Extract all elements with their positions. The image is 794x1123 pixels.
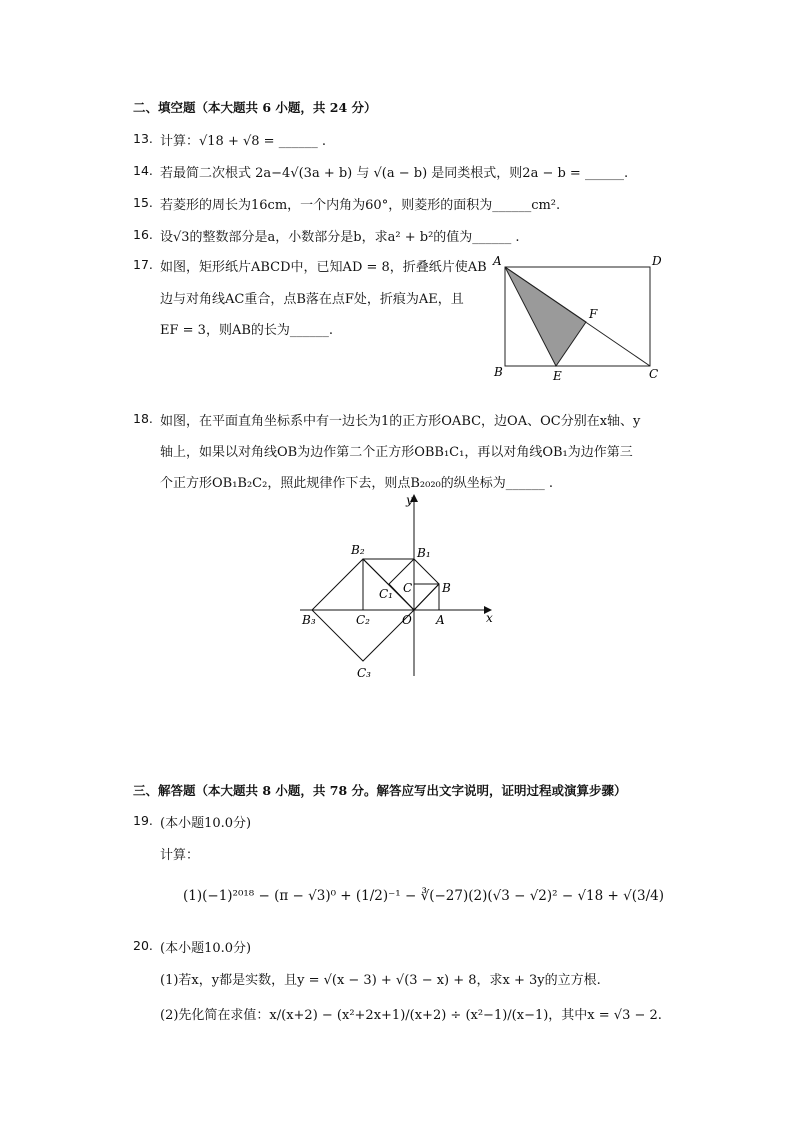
question-20-points: (本小题10.0分) xyxy=(160,941,252,956)
question-20-part-2: (2)先化简在求值：x/(x+2) − (x²+2x+1)/(x+2) ÷ (x²−1)/(x−1)，其中x = √3 − 2. xyxy=(160,1008,662,1023)
diagonal-ac xyxy=(505,267,650,366)
label-e: E xyxy=(553,369,562,383)
label-a: A xyxy=(436,613,445,627)
label-f: F xyxy=(589,307,598,321)
section-heading-fill-blank: 二、填空题（本大题共 6 小题，共 24 分） xyxy=(133,100,377,115)
label-d: D xyxy=(652,254,662,268)
question-13-text: 计算：√18 + √8 = ______ . xyxy=(160,134,326,149)
question-number: 19. xyxy=(133,813,153,828)
label-a: A xyxy=(493,254,502,268)
rectangle-fold-figure xyxy=(490,252,670,384)
question-19-instruction: 计算： xyxy=(160,848,200,863)
label-b1: B₁ xyxy=(417,546,431,560)
label-c: C xyxy=(649,367,659,381)
question-17-line-3: EF = 3，则AB的长为______. xyxy=(160,323,334,338)
label-o: O xyxy=(402,613,412,627)
question-18-line-3: 个正方形OB₁B₂C₂，照此规律作下去，则点B₂₀₂₀的纵坐标为______ . xyxy=(160,476,554,491)
label-c3: C₃ xyxy=(357,666,371,680)
label-c1: C₁ xyxy=(379,587,393,601)
question-19-points: (本小题10.0分) xyxy=(160,816,252,831)
question-18-line-1: 如图，在平面直角坐标系中有一边长为1的正方形OABC，边OA、OC分别在x轴、y xyxy=(160,414,641,429)
question-14-text: 若最简二次根式 2a−4√(3a + b) 与 √(a − b) 是同类根式，则2a − b = ______. xyxy=(160,166,629,181)
label-b: B xyxy=(442,581,451,595)
question-18-line-2: 轴上，如果以对角线OB为边作第二个正方形OBB₁C₁，再以对角线OB₁为边作第三 xyxy=(160,445,633,460)
label-y: y xyxy=(406,493,413,507)
label-b: B xyxy=(494,365,503,379)
question-17-line-2: 边与对角线AC重合，点B落在点F处，折痕为AE，且 xyxy=(160,292,464,307)
label-b2: B₂ xyxy=(351,543,365,557)
question-number: 16. xyxy=(133,227,153,242)
question-number: 18. xyxy=(133,411,153,426)
question-19-expression: (1)(−1)²⁰¹⁸ − (π − √3)⁰ + (1/2)⁻¹ − ∛(−27)(2)(√3 − √2)² − √18 + √(3/4) xyxy=(183,888,664,904)
shaded-triangle-afe xyxy=(505,267,586,366)
label-c: C xyxy=(403,581,413,595)
question-20-part-1: (1)若x，y都是实数，且y = √(x − 3) + √(3 − x) + 8，求x + 3y的立方根. xyxy=(160,973,601,988)
question-number: 13. xyxy=(133,131,153,146)
question-15-text: 若菱形的周长为16cm，一个内角为60°，则菱形的面积为______cm². xyxy=(160,198,561,213)
question-number: 17. xyxy=(133,257,153,272)
label-c2: C₂ xyxy=(356,613,370,627)
question-16-text: 设√3的整数部分是a，小数部分是b，求a² + b²的值为______ . xyxy=(160,230,520,245)
label-x: x xyxy=(486,611,493,625)
coordinate-squares-figure xyxy=(290,488,500,684)
question-number: 14. xyxy=(133,163,153,178)
question-number: 15. xyxy=(133,195,153,210)
question-number: 20. xyxy=(133,938,153,953)
question-17-line-1: 如图，矩形纸片ABCD中，已知AD = 8，折叠纸片使AB xyxy=(160,260,487,275)
label-b3: B₃ xyxy=(302,613,316,627)
section-heading-solutions: 三、解答题（本大题共 8 小题，共 78 分。解答应写出文字说明，证明过程或演算步骤） xyxy=(133,783,627,798)
